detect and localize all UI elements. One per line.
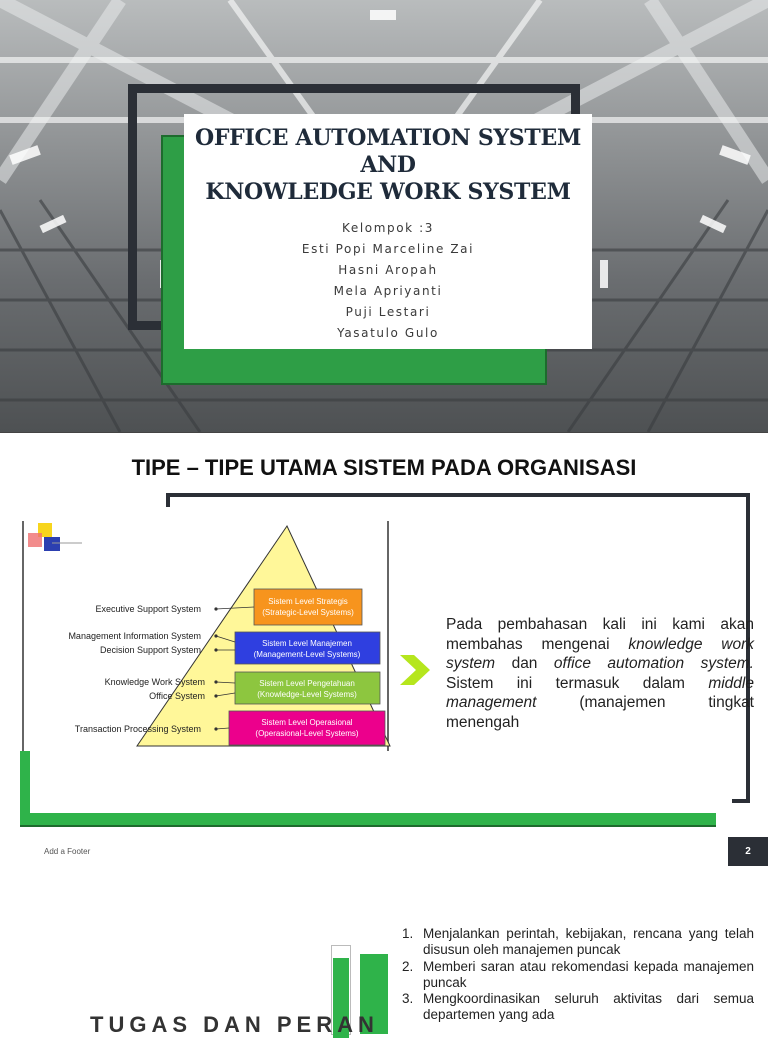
level-label: (Strategic-Level Systems) [262, 608, 354, 617]
system-types-slide [0, 432, 768, 866]
list-item: 1. Menjalankan perintah, kebijakan, rencana yang telah disusun oleh manajemen puncak [402, 926, 754, 958]
system-label: Knowledge Work System [104, 677, 205, 687]
level-box-operational [229, 711, 385, 745]
system-label: Decision Support System [99, 645, 201, 655]
level-label: Sistem Level Operasional [261, 718, 353, 727]
level-box-knowledge [235, 672, 380, 704]
system-label: Executive Support System [95, 604, 201, 614]
title-line-3: KNOWLEDGE WORK SYSTEM [205, 179, 571, 205]
level-label: Sistem Level Strategis [268, 597, 348, 606]
level-label: Sistem Level Pengetahuan [259, 679, 355, 688]
duties-list [402, 926, 754, 1024]
title-card [184, 114, 592, 349]
member-name: Esti Popi Marceline Zai [301, 242, 475, 256]
group-label: Kelompok :3 [341, 221, 435, 235]
chevron-right-icon [398, 653, 432, 687]
member-name: Hasni Aropah [338, 263, 438, 277]
member-name: Yasatulo Gulo [337, 326, 439, 340]
pyramid-diagram [22, 521, 390, 751]
title-line-2: AND [360, 152, 416, 178]
title-line-1: OFFICE AUTOMATION SYSTEM [194, 125, 581, 151]
system-label: Management Information System [68, 631, 201, 641]
member-name: Puji Lestari [345, 305, 431, 319]
slide-title: TIPE – TIPE UTAMA SISTEM PADA ORGANISASI [131, 455, 637, 480]
level-label: (Management-Level Systems) [253, 650, 361, 659]
frame-corner [732, 799, 750, 803]
slide-title [184, 125, 592, 206]
frame-corner [166, 493, 170, 507]
member-name: Mela Apriyanti [333, 284, 443, 298]
level-box-management [235, 632, 380, 664]
system-label: Transaction Processing System [74, 724, 201, 734]
list-item: 2. Memberi saran atau rekomendasi kepada manajemen puncak [402, 958, 754, 990]
description-paragraph: Pada pembahasan kali ini kami akan membahas mengenai knowledge work system dan office automation system. Sistem ini termasuk dalam middle management (manajemen tingkat menengah [446, 616, 754, 731]
slide-footer: Add a Footer [44, 847, 91, 856]
logo-square-blue [44, 537, 60, 551]
level-label: (Knowledge-Level Systems) [257, 690, 357, 699]
pyramid-svg [22, 521, 390, 751]
title-slide [0, 0, 768, 432]
page-number: 2 [728, 837, 768, 867]
level-label: Sistem Level Manajemen [262, 639, 352, 648]
logo-square-red [28, 533, 42, 547]
slide-title: TUGAS DAN PERAN [90, 1012, 379, 1037]
system-label: Office System [149, 691, 205, 701]
duties-slide [0, 866, 768, 1037]
green-bar-decoration [20, 813, 716, 827]
level-label: (Operasional-Level Systems) [255, 729, 359, 738]
list-item: 3. Mengkoordinasikan seluruh aktivitas dari semua departemen yang ada [402, 991, 754, 1023]
level-box-strategic [254, 589, 362, 625]
